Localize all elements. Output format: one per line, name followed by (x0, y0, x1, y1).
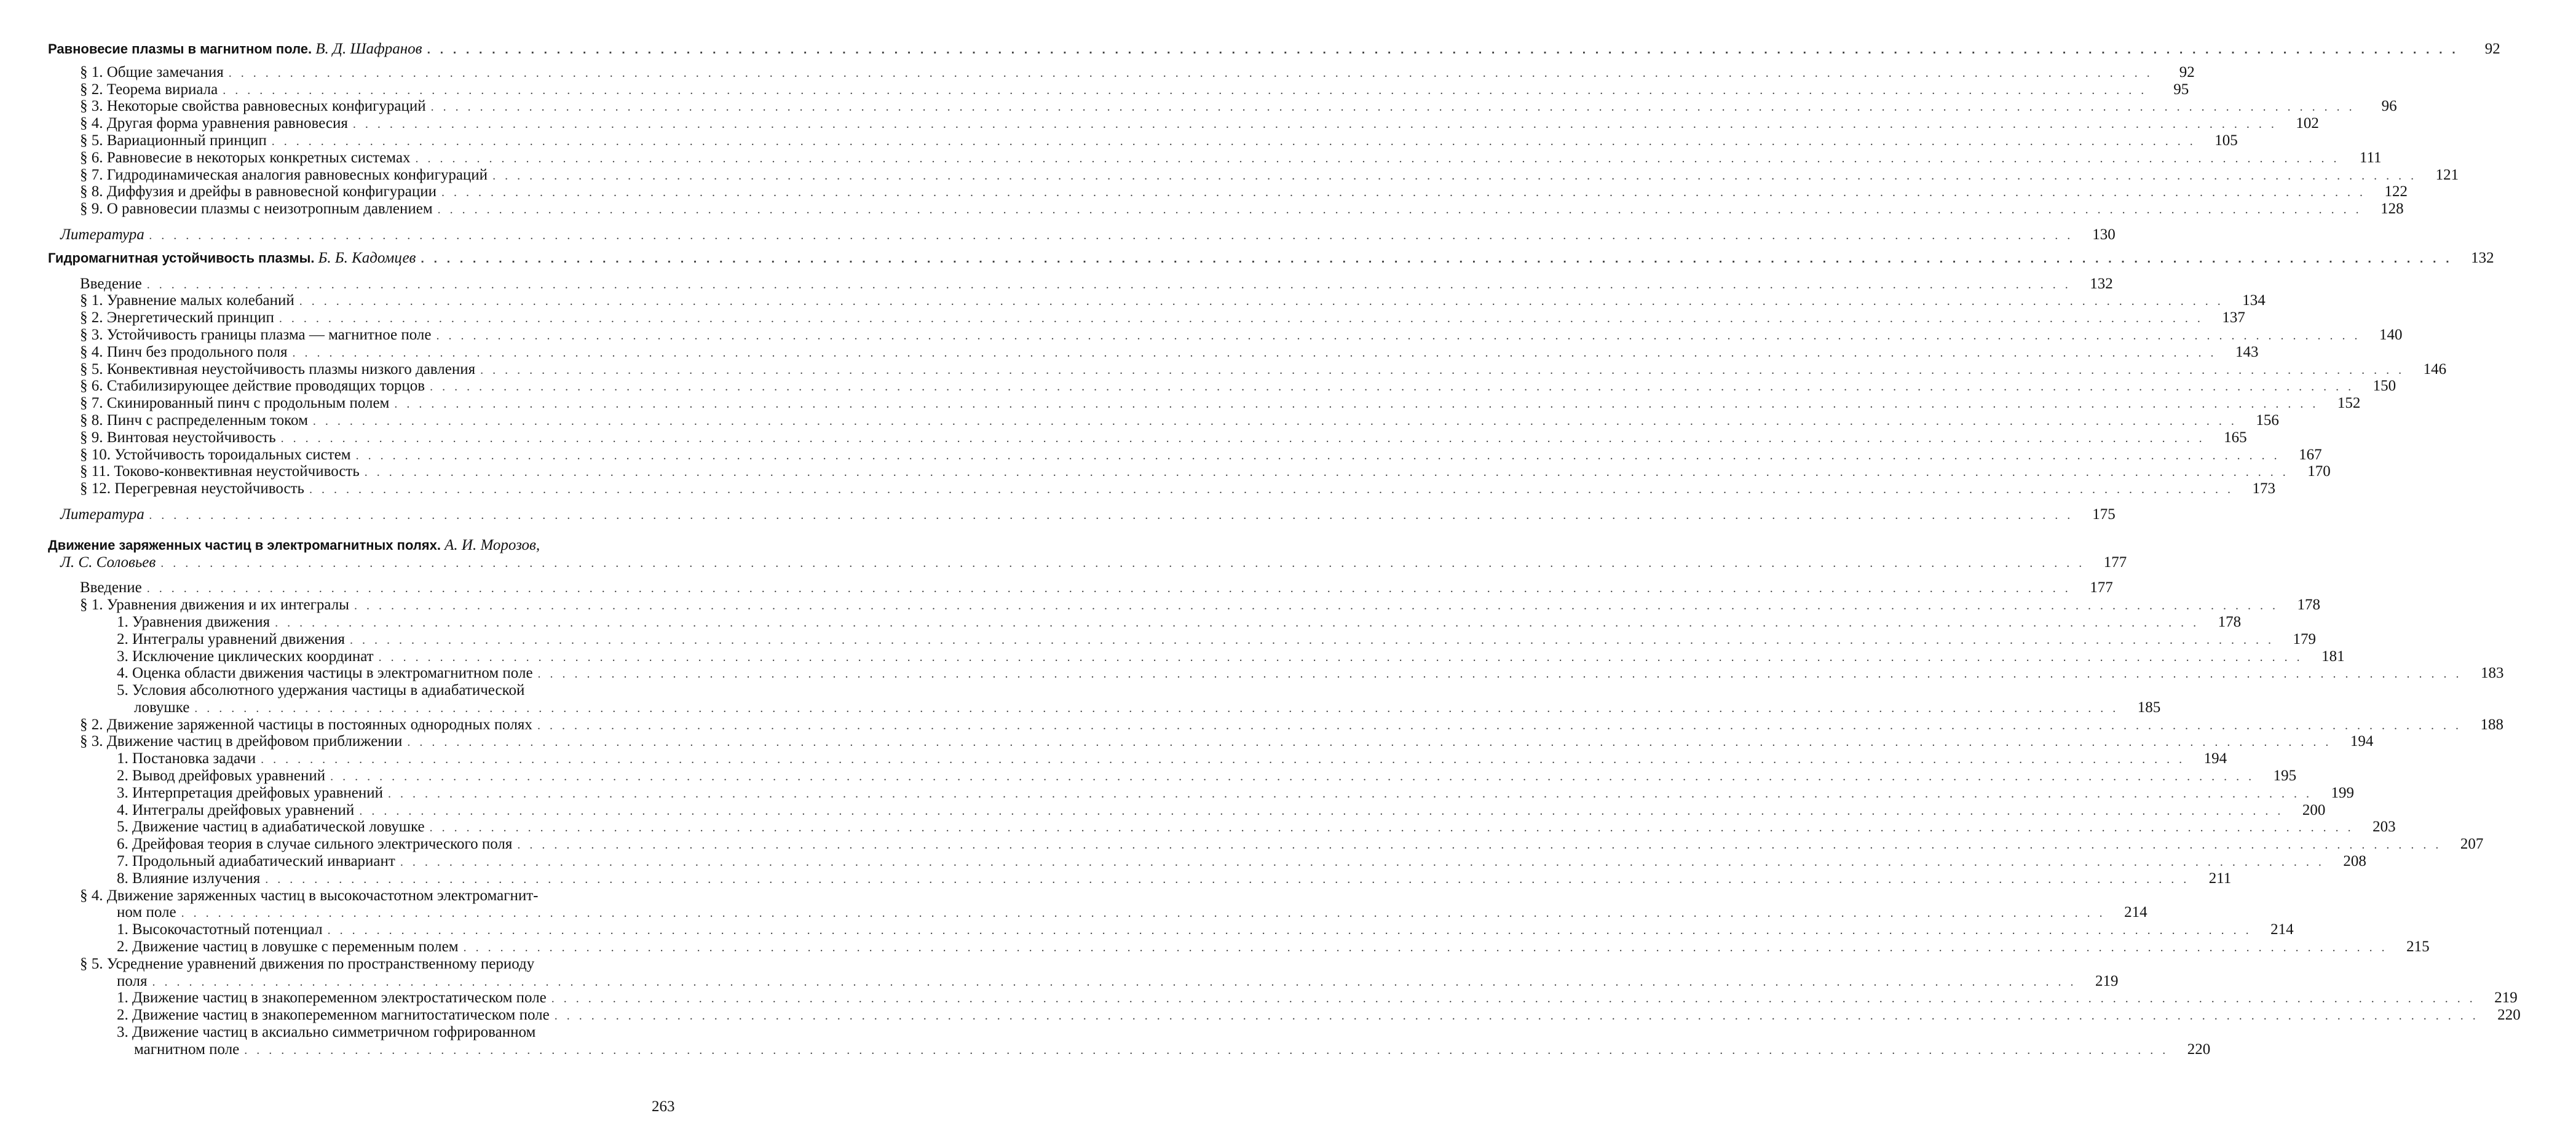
toc-entry-label: § 3. Устойчивость границы плазма — магнитное поле (80, 327, 436, 344)
toc-entry (48, 360, 2447, 378)
dot-leader (149, 228, 2074, 245)
dot-leader (400, 854, 2325, 871)
toc-entry (48, 81, 2189, 98)
dot-leader (517, 837, 2441, 854)
dot-leader (537, 718, 2462, 735)
toc-entry-label: § 4. Другая форма уравнения равновесия (80, 115, 353, 132)
article-author: А. И. Морозов, (444, 536, 540, 553)
toc-entry-label: § 6. Стабилизирующее действие проводящих торцов (80, 378, 430, 395)
toc-entry (48, 343, 2259, 361)
toc-entry (48, 699, 2161, 716)
page-number: 165 (2224, 429, 2247, 446)
toc-entry (48, 750, 2227, 767)
dot-leader (244, 1042, 2168, 1060)
article-title: Гидромагнитная устойчивость плазмы. (48, 250, 315, 266)
page-number: 208 (2343, 853, 2366, 870)
article-title: Движение заряженных частиц в электромагнитных полях. (48, 537, 441, 553)
dot-leader (430, 820, 2354, 837)
dot-leader (421, 251, 2452, 268)
toc-entry-label: § 9. О равновесии плазмы с неизотропным давлением (80, 200, 438, 218)
page-number: 96 (2381, 98, 2397, 115)
page-number: 178 (2218, 613, 2242, 630)
dot-leader (272, 133, 2196, 151)
toc-entry-label: 4. Оценка области движения частицы в электромагнитном поле (117, 665, 538, 682)
dot-leader (275, 615, 2199, 632)
toc-entry (48, 1024, 687, 1041)
page-number: 181 (2321, 648, 2345, 665)
page-number: 200 (2302, 801, 2326, 818)
dot-leader (330, 769, 2254, 786)
toc-entry-label: 3. Интерпретация дрейфовых уравнений (117, 785, 388, 802)
toc-entry (48, 411, 2279, 429)
literature-label: Литература (60, 506, 149, 523)
page-number: 102 (2296, 115, 2319, 132)
toc-entry (48, 579, 2113, 596)
dot-leader (354, 598, 2278, 615)
toc-entry-label: § 1. Уравнение малых колебаний (80, 292, 299, 309)
toc-entry (48, 480, 2275, 497)
page-number: 178 (2297, 596, 2320, 614)
toc-entry-label: § 8. Пинч с распределенным током (80, 412, 313, 429)
dot-leader (356, 448, 2280, 465)
toc-entry (48, 183, 2408, 200)
page-number: 152 (2337, 395, 2361, 412)
dot-leader (394, 396, 2318, 413)
toc-entry (48, 1007, 2521, 1024)
toc-entry-label: 1. Уравнения движения (117, 614, 275, 631)
dot-leader (281, 430, 2205, 448)
toc-entry-label: 3. Исключение циклических координат (117, 648, 379, 665)
toc-entry-label: § 12. Перегревная неустойчивость (80, 480, 309, 497)
toc-entry (48, 292, 2266, 309)
page-number: 143 (2235, 343, 2259, 360)
toc-entry-label: § 7. Гидродинамическая аналогия равновесных конфигураций (80, 167, 492, 184)
table-of-contents (48, 41, 2521, 1058)
page-number: 211 (2208, 870, 2232, 887)
dot-leader (309, 481, 2234, 499)
dot-leader (229, 65, 2153, 82)
page-number: 92 (2484, 41, 2500, 57)
toc-entry (48, 989, 2518, 1007)
toc-entry (48, 63, 2195, 81)
toc-entry (48, 887, 687, 905)
page-number: 219 (2494, 989, 2518, 1007)
toc-entry-label: 6. Дрейфовая теория в случае сильного электрического поля (117, 836, 517, 853)
toc-entry (48, 938, 2430, 956)
toc-entry-label: 1. Движение частиц в знакопеременном электростатическом поле (117, 989, 551, 1007)
toc-entry-label: 1. Постановка задачи (117, 750, 261, 767)
article-author: В. Д. Шафранов (315, 41, 422, 57)
toc-entry (48, 275, 2113, 293)
dot-leader (353, 116, 2277, 133)
toc-entry (48, 596, 2320, 614)
dot-leader (359, 803, 2283, 820)
toc-entry (48, 378, 2396, 395)
toc-entry-label: 7. Продольный адиабатический инвариант (117, 853, 400, 870)
page-number: 188 (2480, 716, 2503, 733)
toc-entry (48, 1040, 2211, 1058)
article-title: Равновесие плазмы в магнитном поле. (48, 41, 312, 57)
dot-leader (160, 555, 2085, 572)
dot-leader (365, 464, 2289, 481)
page-number: 194 (2203, 750, 2227, 767)
toc-entry-label: ном поле (117, 904, 181, 921)
dot-leader (147, 277, 2071, 294)
toc-entry (48, 446, 2322, 464)
dot-leader (194, 700, 2119, 718)
dot-leader (431, 99, 2355, 116)
toc-entry (48, 630, 2317, 648)
page-number: 111 (2359, 149, 2382, 166)
dot-leader (438, 202, 2362, 219)
toc-entry-label: 2. Движение частиц в ловушке с переменным полем (117, 938, 464, 956)
dot-leader (555, 1008, 2479, 1025)
page-number: 137 (2222, 309, 2245, 327)
dot-leader (181, 905, 2106, 922)
page-number: 156 (2256, 411, 2279, 429)
page-number: 183 (2481, 665, 2504, 682)
toc-entry-label: ловушке (134, 699, 194, 716)
toc-entry (48, 784, 2355, 802)
toc-entry-label: § 9. Винтовая неустойчивость (80, 429, 281, 446)
dot-leader (416, 151, 2340, 168)
toc-entry-label: § 1. Общие замечания (80, 64, 229, 81)
article-heading (48, 537, 687, 554)
toc-entry (48, 904, 2147, 921)
page-number: 215 (2406, 938, 2430, 956)
toc-entry-label: 4. Интегралы дрейфовых уравнений (117, 802, 359, 819)
page-number: 220 (2497, 1007, 2521, 1024)
dot-leader (350, 632, 2274, 649)
toc-entry (48, 326, 2403, 344)
toc-entry (48, 613, 2242, 631)
dot-leader (293, 345, 2217, 362)
dot-leader (388, 786, 2312, 803)
toc-entry-label: § 1. Уравнения движения и их интегралы (80, 596, 354, 614)
page-number: 195 (2273, 767, 2297, 785)
toc-entry-label: § 11. Токово-конвективная неустойчивость (80, 463, 365, 480)
toc-entry (48, 972, 2119, 990)
toc-entry-label: § 3. Движение частиц в дрейфовом приближении (80, 733, 407, 750)
toc-entry (48, 395, 2361, 412)
dot-leader (328, 922, 2252, 940)
toc-entry-label: Введение (80, 579, 147, 596)
page-number: 150 (2373, 378, 2396, 395)
toc-entry-label: § 2. Теорема вириала (80, 81, 223, 98)
page-number: 214 (2124, 904, 2147, 921)
toc-entry-label: § 8. Диффузия и дрейфы в равновесной конфигурации (80, 183, 441, 200)
page-number: 214 (2270, 921, 2294, 938)
toc-entry (48, 132, 2238, 149)
toc-entry-label: 2. Вывод дрейфовых уравнений (117, 767, 330, 785)
toc-entry-label: § 2. Движение заряженной частицы в постоянных однородных полях (80, 716, 537, 734)
literature-label: Литература (60, 226, 149, 244)
toc-entry (48, 648, 2345, 665)
toc-entry-label: § 5. Конвективная неустойчивость плазмы низкого давления (80, 361, 480, 378)
page-number: 173 (2252, 480, 2275, 497)
dot-leader (464, 940, 2388, 957)
dot-leader (538, 666, 2462, 683)
dot-leader (265, 871, 2189, 889)
toc-entry-label: 3. Движение частиц в аксиально симметричном гофрированном (117, 1024, 540, 1041)
page-number: 132 (2471, 249, 2494, 266)
toc-entry (48, 801, 2326, 819)
article-author: Л. С. Соловьев (60, 554, 160, 571)
toc-entry (48, 682, 687, 699)
dot-leader (261, 751, 2185, 769)
toc-entry-label: § 10. Устойчивость тороидальных систем (80, 446, 356, 464)
page-number: 194 (2350, 733, 2374, 750)
toc-entry-label: 2. Движение частиц в знакопеременном магнитостатическом поле (117, 1007, 555, 1024)
dot-leader (299, 293, 2224, 311)
toc-entry-label: § 5. Вариационный принцип (80, 132, 272, 149)
page-number: 220 (2187, 1040, 2211, 1058)
toc-entry-label: 8. Влияние излучения (117, 870, 265, 887)
page-number: 199 (2331, 784, 2355, 801)
page-number: 128 (2380, 200, 2404, 218)
page-number: 105 (2214, 132, 2238, 149)
toc-entry (48, 956, 687, 973)
dot-leader (152, 974, 2077, 991)
article-heading (48, 249, 2494, 267)
page-number: 179 (2293, 630, 2317, 648)
toc-entry (48, 665, 2504, 682)
dot-leader (551, 991, 2476, 1008)
page-number: 132 (2090, 275, 2113, 292)
article-author: Б. Б. Кадомцев (318, 249, 416, 266)
toc-entry (48, 870, 2232, 887)
dot-leader (430, 379, 2354, 396)
page-number: 219 (2095, 972, 2119, 989)
page-number: 170 (2307, 463, 2331, 480)
page-number: 177 (2103, 553, 2127, 571)
toc-entry (48, 149, 2382, 167)
toc-entry-label: § 4. Движение заряженных частиц в высокочастотном электромагнит- (80, 887, 543, 905)
page-number: 122 (2384, 183, 2408, 200)
page-number: 134 (2242, 292, 2266, 309)
toc-entry (48, 818, 2396, 836)
toc-entry-label: 5. Движение частиц в адиабатической ловушке (117, 818, 430, 836)
dot-leader (379, 649, 2303, 667)
dot-leader (407, 734, 2331, 751)
toc-entry (48, 429, 2247, 446)
toc-entry (48, 733, 2374, 750)
literature-entry (48, 505, 2116, 523)
page-number: 207 (2460, 836, 2484, 853)
toc-entry-label: § 3. Некоторые свойства равновесных конфигураций (80, 98, 431, 115)
toc-entry-label: § 2. Энергетический принцип (80, 309, 279, 327)
toc-entry (48, 115, 2319, 132)
page-number: 121 (2435, 166, 2459, 183)
page-number: 130 (2092, 226, 2116, 243)
toc-entry-label: § 6. Равновесие в некоторых конкретных системах (80, 149, 416, 167)
page-footer-number: 263 (652, 1098, 675, 1115)
dot-leader (436, 328, 2360, 345)
page-number: 95 (2173, 81, 2189, 98)
toc-entry (48, 853, 2366, 870)
page-number: 146 (2423, 360, 2447, 378)
toc-entry (48, 309, 2245, 327)
toc-entry-label: Введение (80, 275, 147, 293)
page-number: 203 (2373, 818, 2396, 836)
page-number: 185 (2137, 699, 2161, 716)
toc-entry (48, 166, 2459, 184)
dot-leader (223, 82, 2147, 100)
dot-leader (279, 311, 2203, 328)
page-number: 140 (2379, 326, 2403, 343)
toc-entry (48, 716, 2503, 734)
toc-entry-label: § 5. Усреднение уравнений движения по пространственному периоду (80, 956, 539, 973)
dot-leader (492, 168, 2417, 185)
page-number: 92 (2179, 63, 2195, 81)
toc-entry-label: поля (117, 973, 152, 990)
dot-leader (313, 413, 2237, 430)
toc-entry-label: 1. Высокочастотный потенциал (117, 921, 328, 938)
article-heading (48, 41, 2500, 58)
toc-entry (48, 836, 2484, 853)
page-number: 175 (2092, 505, 2116, 523)
page-number: 167 (2299, 446, 2322, 463)
page-number: 177 (2090, 579, 2113, 596)
toc-entry (48, 98, 2397, 115)
article-author-continuation (48, 553, 2127, 571)
dot-leader (147, 580, 2071, 598)
dot-leader (480, 362, 2404, 379)
toc-entry (48, 767, 2297, 785)
literature-entry (48, 226, 2116, 244)
toc-entry (48, 200, 2404, 218)
toc-entry-label: 5. Условия абсолютного удержания частицы в адиабатической (117, 682, 529, 699)
dot-leader (427, 42, 2459, 59)
toc-entry (48, 463, 2331, 480)
dot-leader (149, 507, 2074, 525)
toc-entry-label: 2. Интегралы уравнений движения (117, 631, 350, 648)
toc-entry-label: § 7. Скинированный пинч с продольным полем (80, 395, 394, 412)
toc-entry-label: магнитном поле (134, 1041, 244, 1058)
dot-leader (441, 184, 2366, 202)
toc-entry-label: § 4. Пинч без продольного поля (80, 344, 293, 361)
toc-entry (48, 921, 2294, 938)
